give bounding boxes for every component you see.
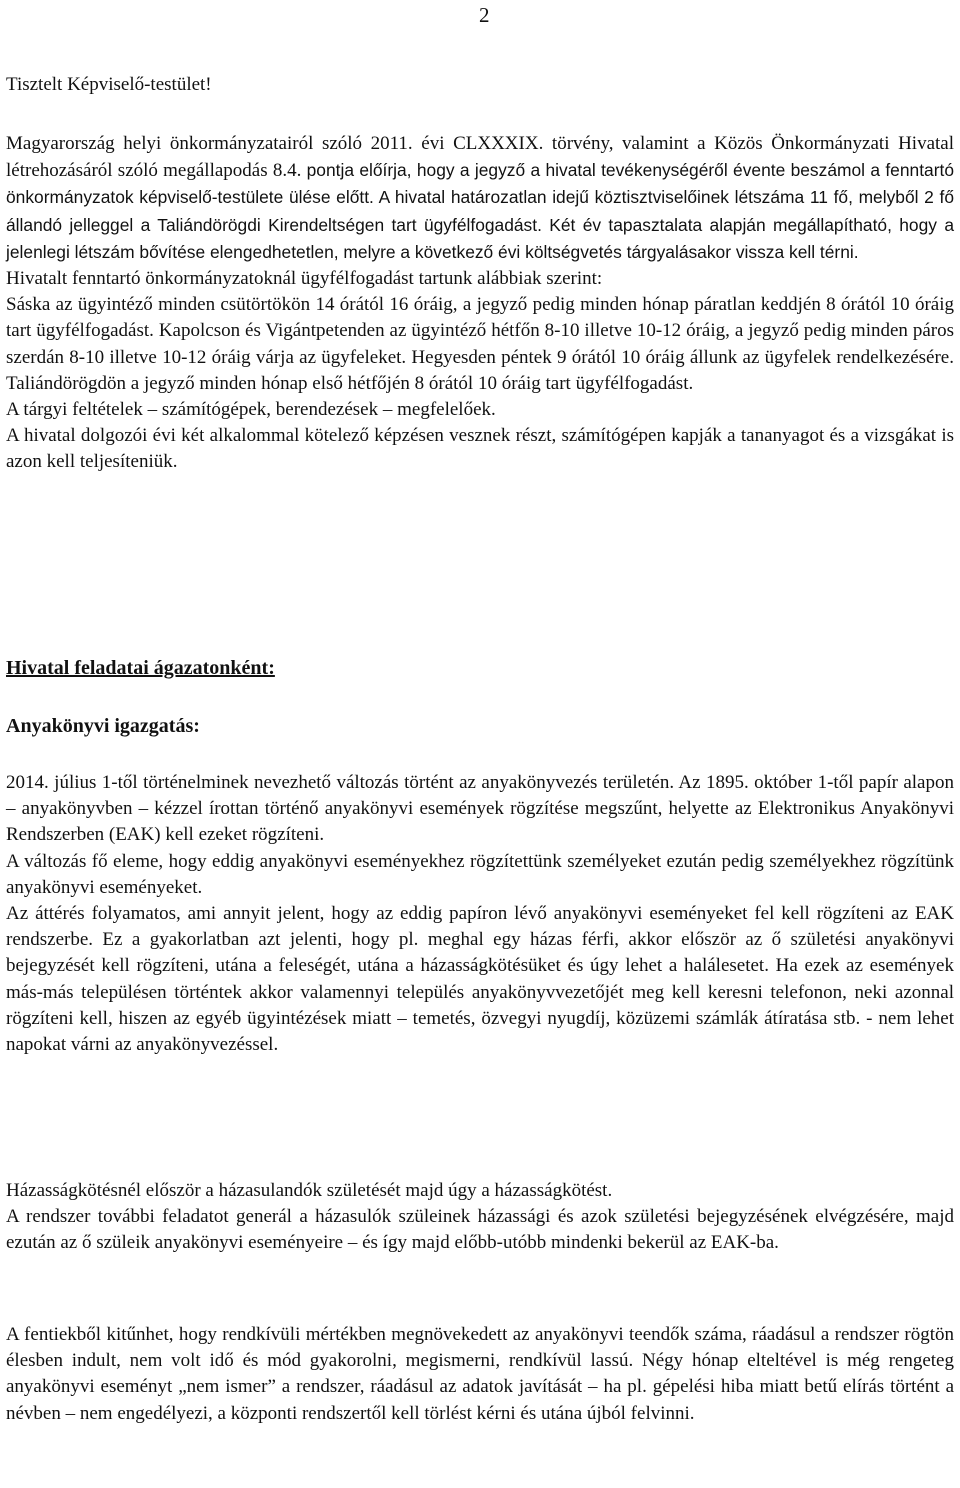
- paragraph-office-hours: Sáska az ügyintéző minden csütörtökön 14 órától 16 óráig, a jegyző pedig minden hónap páratlan keddjén 8 órától 10 óráig tart ügyfélfogadást. Kapolcson és Vigántpetenden az ügyintéző hétfőn 8-10 illetve 10-12 óráig, a jegyző pedig minden páros szerdán 8-10 illetve 10-12 óráig várja az ügyfeleket. Hegyesden péntek 9 órától 10 óráig állunk az ügyfelek rendelkezésére. Taliándörögdön a jegyző minden hónap első hétfőjén 8 órától 10 óráig tart ügyfélfogadást.: [6, 294, 954, 394]
- salutation: Tisztelt Képviselő-testület!: [6, 74, 212, 95]
- conclusion-section: [6, 1322, 954, 1427]
- paragraph-conclusion: A fentiekből kitűnhet, hogy rendkívüli mértékben megnövekedett az anyakönyvi teendők száma, ráadásul a rendszer rögtön élesben indult, nem volt idő és mód gyakorolni, megismerni, rendkívül lassú. Négy hónap elteltével is még rengeteg anyakönyvi eseményt „nem ismer” a rendszer, ráadásul az adatok javítását – ha pl. gépelési hiba miatt betű elírás történt a névben – nem engedélyezi, a központi rendszertől kell törlést kérni és utána újból felvinni.: [6, 1324, 954, 1424]
- paragraph-legal-basis-sans: pontja előírja, hogy a jegyző a hivatal tevékenységéről évente beszámol a fenntartó önkormányzatok képviselő-testülete ülése előtt. A hivatal határozatlan idejű köztisztviselőinek létszáma 11 fő, melyből 2 fő állandó jelleggel a Taliándörögdi Kirendeltségen tart ügyfélfogadást. Két év tapasztalata alapján megállapítható, hogy a jelenlegi létszám bővítése elengedhetetlen, melyre a következő évi költségvetés tárgyalásakor vissza kell térni.: [6, 160, 954, 262]
- intro-section: [6, 131, 954, 476]
- page-number: 2: [479, 3, 490, 27]
- paragraph-legal-basis-serif: Magyarország helyi önkormányzatairól szóló 2011. évi CLXXXIX. törvény, valamint a Közös Önkormányzati Hivatal létrehozásáról szóló megállapodás 8.4.: [6, 133, 954, 182]
- section-heading: Hivatal feladatai ágazatonként:: [6, 657, 275, 679]
- registry-section: [6, 770, 954, 1058]
- marriage-section: [6, 1178, 954, 1257]
- paragraph-transition: Az áttérés folyamatos, ami annyit jelent, hogy az eddig papíron lévő anyakönyvi eseményeket fel kell rögzíteni az EAK rendszerbe. Ez a gyakorlatban azt jelenti, hogy pl. meghal egy házas férfi, akkor először az ő születési anyakönyvi bejegyzését kell rögzíteni, utána a feleségét, utána a házasságkötésüket és úgy lehet a halálesetet. Ha ezek az események más-más településen történtek akkor valamennyi település anyakönyvvezetőjét meg kell keresni telefonon, neki azonnal rögzíteni kell, hiszen az egyéb ügyintézések miatt – temetés, özvegyi nyugdíj, közüzemi számlák átíratása stb. - nem lehet napokat várni az anyakönyvezéssel.: [6, 903, 954, 1056]
- paragraph-legal-basis: [6, 131, 954, 266]
- paragraph-change-element: A változás fő eleme, hogy eddig anyakönyvi eseményekhez rögzítettünk személyeket ezután pedig személyekhez rögzítünk anyakönyvi eseményeket.: [6, 850, 954, 898]
- paragraph-training: A hivatal dolgozói évi két alkalommal kötelező képzésen vesznek részt, számítógépen kapják a tananyagot és a vizsgákat is azon kell teljesíteniük.: [6, 425, 954, 473]
- paragraph-office-hours-intro: Hivatalt fenntartó önkormányzatoknál ügyfélfogadást tartunk alábbiak szerint:: [6, 268, 603, 290]
- paragraph-system-tasks: A rendszer további feladatot generál a házasulók szüleinek házassági és azok születési bejegyzésének elvégzésére, majd ezután az ő szüleik anyakönyvi eseményeire – és így majd előbb-utóbb mindenki bekerül az EAK-ba.: [6, 1206, 954, 1254]
- paragraph-equipment: A tárgyi feltételek – számítógépek, berendezések – megfelelőek.: [6, 399, 496, 421]
- paragraph-marriage: Házasságkötésnél először a házasulandók születését majd úgy a házasságkötést.: [6, 1180, 613, 1201]
- subsection-heading: Anyakönyvi igazgatás:: [6, 715, 200, 737]
- paragraph-eak-change: 2014. július 1-től történelminek nevezhető változás történt az anyakönyvezés területén. Az 1895. október 1-től papír alapon – anyakönyvben – kézzel írottan történő anyakönyvi események rögzítése megszűnt, helyette az Elektronikus Anyakönyvi Rendszerben (EAK) kell ezeket rögzíteni.: [6, 772, 954, 846]
